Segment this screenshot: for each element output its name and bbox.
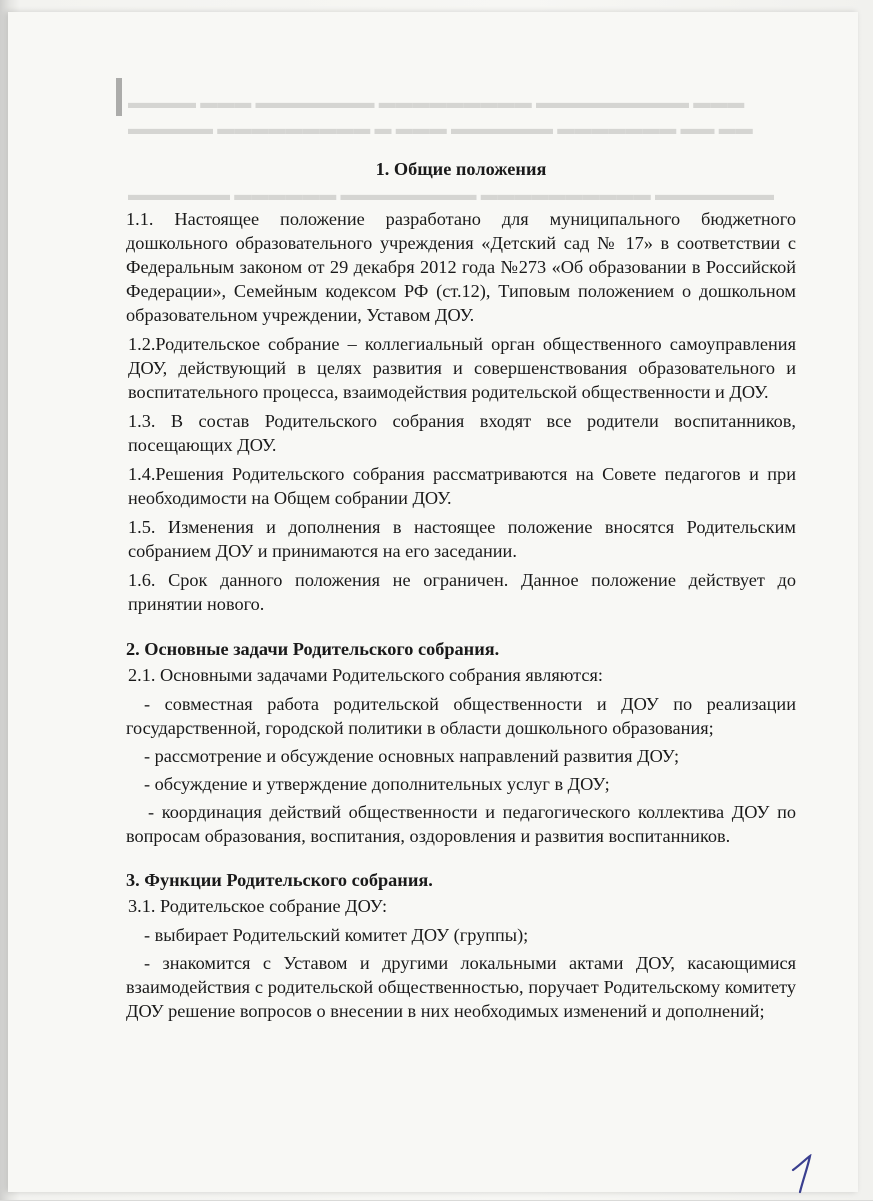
paragraph-1-2: 1.2.Родительское собрание – коллегиальный орган общественного самоуправления ДОУ, действующий в целях развития и совершенствования образовательного и воспитательного процесса, взаимодействия родительской общественности и ДОУ. — [128, 334, 796, 402]
list-item: - рассмотрение и обсуждение основных направлений развития ДОУ; — [144, 746, 680, 766]
paragraph-1-4: 1.4.Решения Родительского собрания рассматриваются на Совете педагогов и при необходимости на Общем собрании ДОУ. — [128, 464, 796, 508]
list-item: - координация действий общественности и педагогического коллектива ДОУ по вопросам образования, воспитания, оздоровления и развития воспитанников. — [126, 802, 796, 846]
page-title: 1. Общие положения — [375, 159, 547, 179]
scan-artifact-mark — [116, 78, 122, 116]
list-item: - обсуждение и утверждение дополнительных услуг в ДОУ; — [144, 774, 610, 794]
list-item: - знакомится с Уставом и другими локальными актами ДОУ, касающимися взаимодействия с родительской общественностью, поручает Родительскому комитету ДОУ решение вопросов о внесении в них необходимых изменений и дополнений; — [126, 953, 796, 1021]
paragraph-1-1: 1.1. Настоящее положение разработано для муниципального бюджетного дошкольного образовательного учреждения «Детский сад № 17» в соответствии с Федеральным законом от 29 декабря 2012 года №273 «Об образовании в Российской Федерации», Семейным кодексом РФ (ст.12), Типовым положением о дошкольном образовательном учреждении, Уставом ДОУ. — [126, 209, 796, 325]
list-item: - выбирает Родительский комитет ДОУ (группы); — [144, 925, 529, 945]
handwritten-page-number — [789, 1154, 819, 1196]
document-page — [8, 12, 858, 1192]
paragraph-1-3: 1.3. В состав Родительского собрания входят все родители воспитанников, посещающих ДОУ. — [128, 411, 796, 455]
document-body — [126, 157, 796, 1027]
paragraph-1-5: 1.5. Изменения и дополнения в настоящее положение вносятся Родительским собранием ДОУ и принимаются на его заседании. — [128, 517, 796, 561]
paragraph-3-1: 3.1. Родительское собрание ДОУ: — [128, 896, 388, 916]
handwritten-one-icon — [789, 1154, 819, 1196]
paragraph-2-1: 2.1. Основными задачами Родительского собрания являются: — [128, 665, 603, 685]
bleed-through-texture: ▬▬▬▬▬ ▬▬▬▬▬▬▬▬▬ ▬ ▬▬▬ ▬▬▬▬▬▬ ▬▬▬▬▬▬▬ ▬▬ ▬▬ — [128, 119, 753, 138]
section-3-heading: 3. Функции Родительского собрания. — [126, 870, 433, 890]
bleed-through-texture: ▬▬▬▬ ▬▬▬ ▬▬▬▬▬▬▬ ▬▬▬▬▬▬▬▬▬ ▬▬▬▬▬▬▬▬▬ ▬▬▬ — [128, 93, 745, 112]
paragraph-1-6: 1.6. Срок данного положения не ограничен. Данное положение действует до принятии нового. — [128, 570, 796, 614]
section-2-heading: 2. Основные задачи Родительского собрания. — [126, 639, 500, 659]
list-item: - совместная работа родительской общественности и ДОУ по реализации государственной, городской политики в области дошкольного образования; — [126, 694, 796, 738]
bleed-through-texture: ▬▬▬▬▬▬ ▬▬▬▬▬▬ ▬▬▬▬▬▬▬▬ ▬▬▬▬▬▬▬▬▬▬ ▬▬▬▬▬▬▬ — [128, 185, 774, 204]
